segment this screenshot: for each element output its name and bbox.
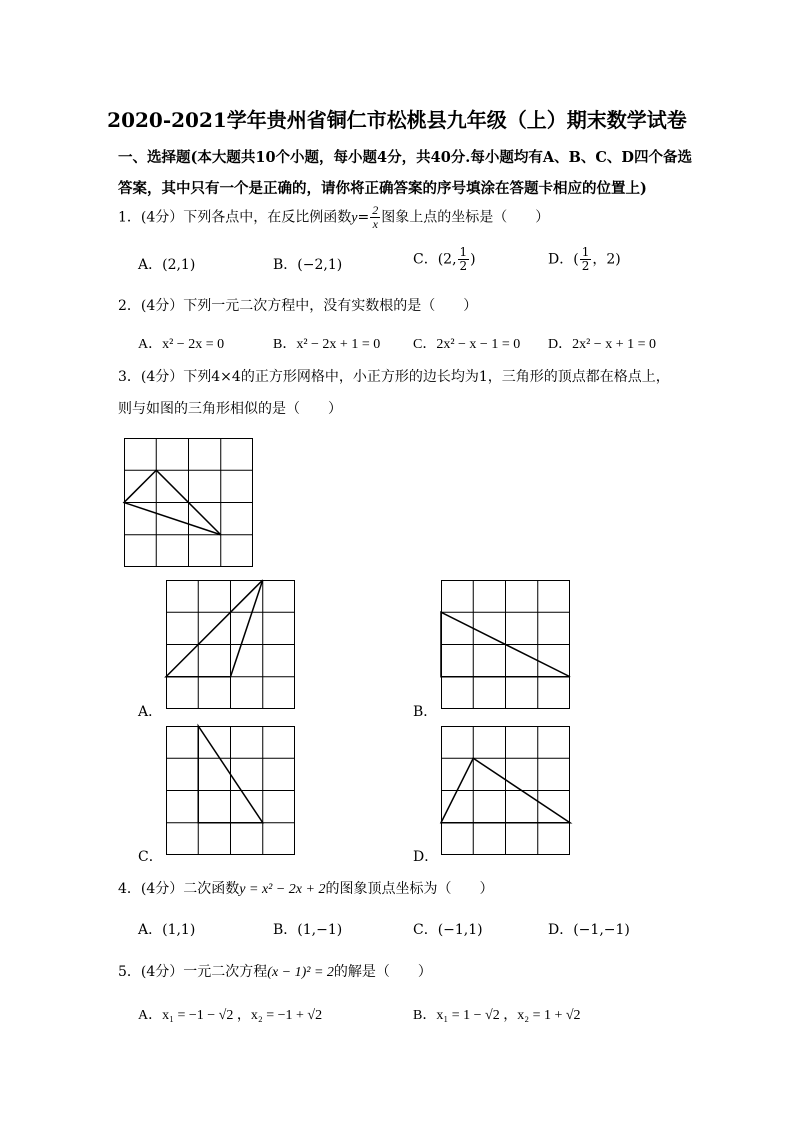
question-4 [118,878,493,898]
section-header-line2: 答案，其中只有一个是正确的，请你将正确答案的序号填涂在答题卡相应的位置上) [118,180,647,197]
q1-option-c[interactable] [413,246,476,273]
q1-d-pre: D．( [548,251,579,268]
q1-c-den: 2 [459,259,468,273]
q3-option-a-grid[interactable] [166,580,295,709]
q1-d-den: 2 [581,259,590,273]
q3-option-b-grid[interactable] [441,580,570,709]
q4-option-d[interactable]: D．(−1,−1) [548,922,630,938]
q2-option-b[interactable]: B．x² − 2x + 1 = 0 [273,337,381,352]
q1-func-eq: = [357,209,370,226]
q5-option-a[interactable]: A．x₁ = −1 − √2 ，x₂ = −1 + √2 [138,1008,323,1023]
q1-option-b[interactable]: B．(−2,1) [273,257,343,273]
question-1-prefix: 1．(4分）下列各点中，在反比例函数 [118,209,352,226]
q3-option-c-label[interactable]: C． [138,849,163,865]
q4-function: y = x² − 2x + 2 [239,882,326,897]
q1-d-num: 1 [581,245,590,259]
q1-func-y: y [351,210,358,226]
q3-option-b-label[interactable]: B． [413,704,438,720]
q1-fraction [370,204,380,231]
q3-option-a-triangle [166,580,263,677]
q1-frac-num: 2 [372,203,379,217]
question-1-suffix: 图象上点的坐标是（ ） [381,209,550,226]
question-3-line2: 则与如图的三角形相似的是（ ） [118,401,342,417]
q3-reference-grid [124,438,253,567]
q1-option-a[interactable]: A．(2,1) [138,257,196,273]
q5-equation: (x − 1)² = 2 [267,965,334,980]
question-5-suffix: 的解是（ ） [333,964,432,980]
q1-c-post: ) [470,251,476,268]
question-3-line1: 3．(4分）下列4×4的正方形网格中，小正方形的边长均为1，三角形的顶点都在格点上， [118,369,670,385]
section-header-line1: 一、选择题(本大题共10个小题，每小题4分，共40分.每小题均有A、B、C、D四个备选 [118,149,692,166]
q4-option-a[interactable]: A．(1,1) [138,922,196,938]
q3-option-d-grid[interactable] [441,726,570,855]
q3-option-a-label[interactable]: A． [138,704,163,720]
question-5 [118,961,432,981]
q3-option-c-grid[interactable] [166,726,295,855]
question-4-prefix: 4．(4分）二次函数 [118,881,240,897]
q3-option-d-label[interactable]: D． [413,849,439,865]
question-4-suffix: 的图象顶点坐标为（ ） [325,881,494,897]
q4-option-c[interactable]: C．(−1,1) [413,922,483,938]
q1-d-fraction [580,246,592,273]
q1-c-fraction [458,246,470,273]
question-2: 2．(4分）下列一元二次方程中，没有实数根的是（ ） [118,298,478,314]
q2-option-a[interactable]: A．x² − 2x = 0 [138,337,225,352]
q1-d-post: ，2) [592,251,621,268]
q1-c-pre: C．(2, [413,251,457,268]
question-1 [118,204,549,231]
q1-option-d[interactable] [548,246,621,273]
q5-option-b[interactable]: B．x₁ = 1 − √2 ，x₂ = 1 + √2 [413,1008,581,1023]
q1-frac-den: x [372,217,378,231]
page-title: 2020-2021学年贵州省铜仁市松桃县九年级（上）期末数学试卷 [107,108,687,132]
q2-option-c[interactable]: C．2x² − x − 1 = 0 [413,337,521,352]
q2-option-d[interactable]: D．2x² − x + 1 = 0 [548,337,656,352]
q4-option-b[interactable]: B．(1,−1) [273,922,343,938]
question-5-prefix: 5．(4分）一元二次方程 [118,964,268,980]
q1-c-num: 1 [459,245,468,259]
